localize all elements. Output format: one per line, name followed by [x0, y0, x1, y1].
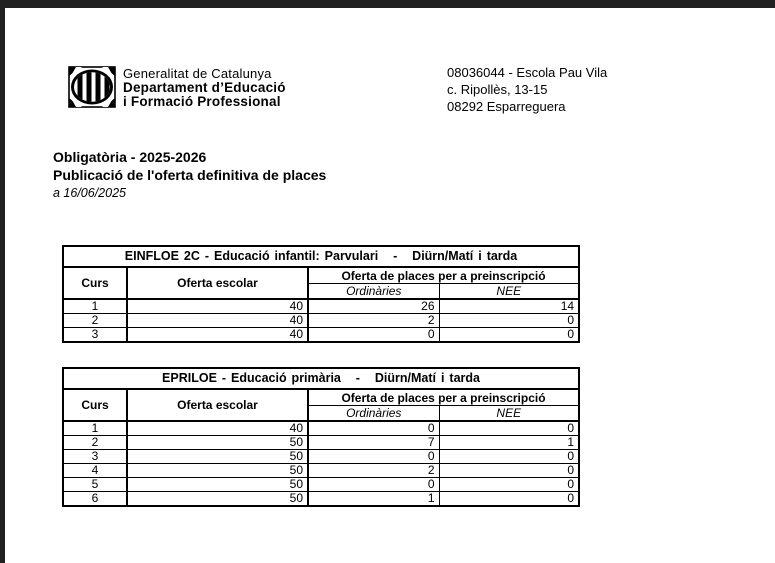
table-header-row: [63, 267, 579, 284]
col-header-nee: NEE: [439, 406, 579, 422]
col-header-oferta-escolar: Oferta escolar: [127, 389, 308, 421]
offer-table-einfloe: [62, 245, 580, 343]
col-header-curs: Curs: [63, 389, 127, 421]
org-name: Generalitat de Catalunya: [123, 66, 272, 81]
ordinaries-cell: 0: [308, 450, 439, 464]
oferta-cell: 50: [127, 450, 308, 464]
curs-cell: 1: [63, 421, 127, 436]
ordinaries-cell: 7: [308, 436, 439, 450]
table-row: [63, 464, 579, 478]
ordinaries-cell: 2: [308, 464, 439, 478]
curs-cell: 2: [63, 314, 127, 328]
table-row: [63, 436, 579, 450]
col-header-preinscripcio-group: Oferta de places per a preinscripció: [308, 389, 579, 406]
table-title-row: [63, 246, 579, 267]
brand-text-block: [123, 66, 286, 109]
ordinaries-cell: 0: [308, 421, 439, 436]
oferta-cell: 50: [127, 436, 308, 450]
school-city: 08292 Esparreguera: [447, 99, 566, 114]
table-header-row: [63, 389, 579, 406]
oferta-cell: 40: [127, 328, 308, 343]
title-regime-year: Obligatòria - 2025-2026: [53, 149, 207, 165]
col-header-ordinaries: Ordinàries: [308, 406, 439, 422]
oferta-cell: 40: [127, 314, 308, 328]
nee-cell: 0: [439, 328, 579, 343]
curs-cell: 2: [63, 436, 127, 450]
col-header-ordinaries: Ordinàries: [308, 284, 439, 300]
offer-table-eprilое: [62, 367, 580, 507]
table-row: [63, 478, 579, 492]
school-address-block: [447, 64, 607, 115]
nee-cell: 14: [439, 299, 579, 314]
curs-cell: 1: [63, 299, 127, 314]
col-header-preinscripcio-group: Oferta de places per a preinscripció: [308, 267, 579, 284]
document-title-block: [53, 149, 326, 201]
dept-line-1: Departament d’Educació: [123, 80, 286, 95]
table-row: [63, 492, 579, 507]
curs-cell: 3: [63, 450, 127, 464]
col-header-oferta-escolar: Oferta escolar: [127, 267, 308, 299]
oferta-cell: 40: [127, 421, 308, 436]
nee-cell: 0: [439, 492, 579, 507]
table-title: EPRILOE - Educació primària - Diürn/Matí i tarda: [63, 368, 579, 389]
table-row: [63, 314, 579, 328]
school-code-name: 08036044 - Escola Pau Vila: [447, 65, 608, 80]
oferta-cell: 50: [127, 464, 308, 478]
curs-cell: 3: [63, 328, 127, 343]
col-header-nee: NEE: [439, 284, 579, 300]
curs-cell: 5: [63, 478, 127, 492]
curs-cell: 4: [63, 464, 127, 478]
table-title-row: [63, 368, 579, 389]
col-header-curs: Curs: [63, 267, 127, 299]
title-publication: Publicació de l'oferta definitiva de places: [53, 166, 327, 183]
generalitat-logo-icon: [68, 66, 116, 108]
nee-cell: 1: [439, 436, 579, 450]
oferta-cell: 40: [127, 299, 308, 314]
table-row: [63, 450, 579, 464]
dept-line-2: i Formació Professional: [123, 94, 281, 109]
ordinaries-cell: 26: [308, 299, 439, 314]
table-title: EINFLOE 2C - Educació infantil: Parvulari - Diürn/Matí i tarda: [63, 246, 579, 267]
curs-cell: 6: [63, 492, 127, 507]
publication-date: a 16/06/2025: [53, 186, 126, 200]
document-page: [5, 8, 775, 563]
header-brand: [68, 66, 286, 109]
ordinaries-cell: 1: [308, 492, 439, 507]
oferta-cell: 50: [127, 492, 308, 507]
nee-cell: 0: [439, 314, 579, 328]
school-street: c. Ripollès, 13-15: [447, 82, 548, 97]
oferta-cell: 50: [127, 478, 308, 492]
nee-cell: 0: [439, 450, 579, 464]
nee-cell: 0: [439, 421, 579, 436]
ordinaries-cell: 2: [308, 314, 439, 328]
ordinaries-cell: 0: [308, 328, 439, 343]
table-row: [63, 299, 579, 314]
table-row: [63, 328, 579, 343]
table-row: [63, 421, 579, 436]
nee-cell: 0: [439, 478, 579, 492]
nee-cell: 0: [439, 464, 579, 478]
ordinaries-cell: 0: [308, 478, 439, 492]
